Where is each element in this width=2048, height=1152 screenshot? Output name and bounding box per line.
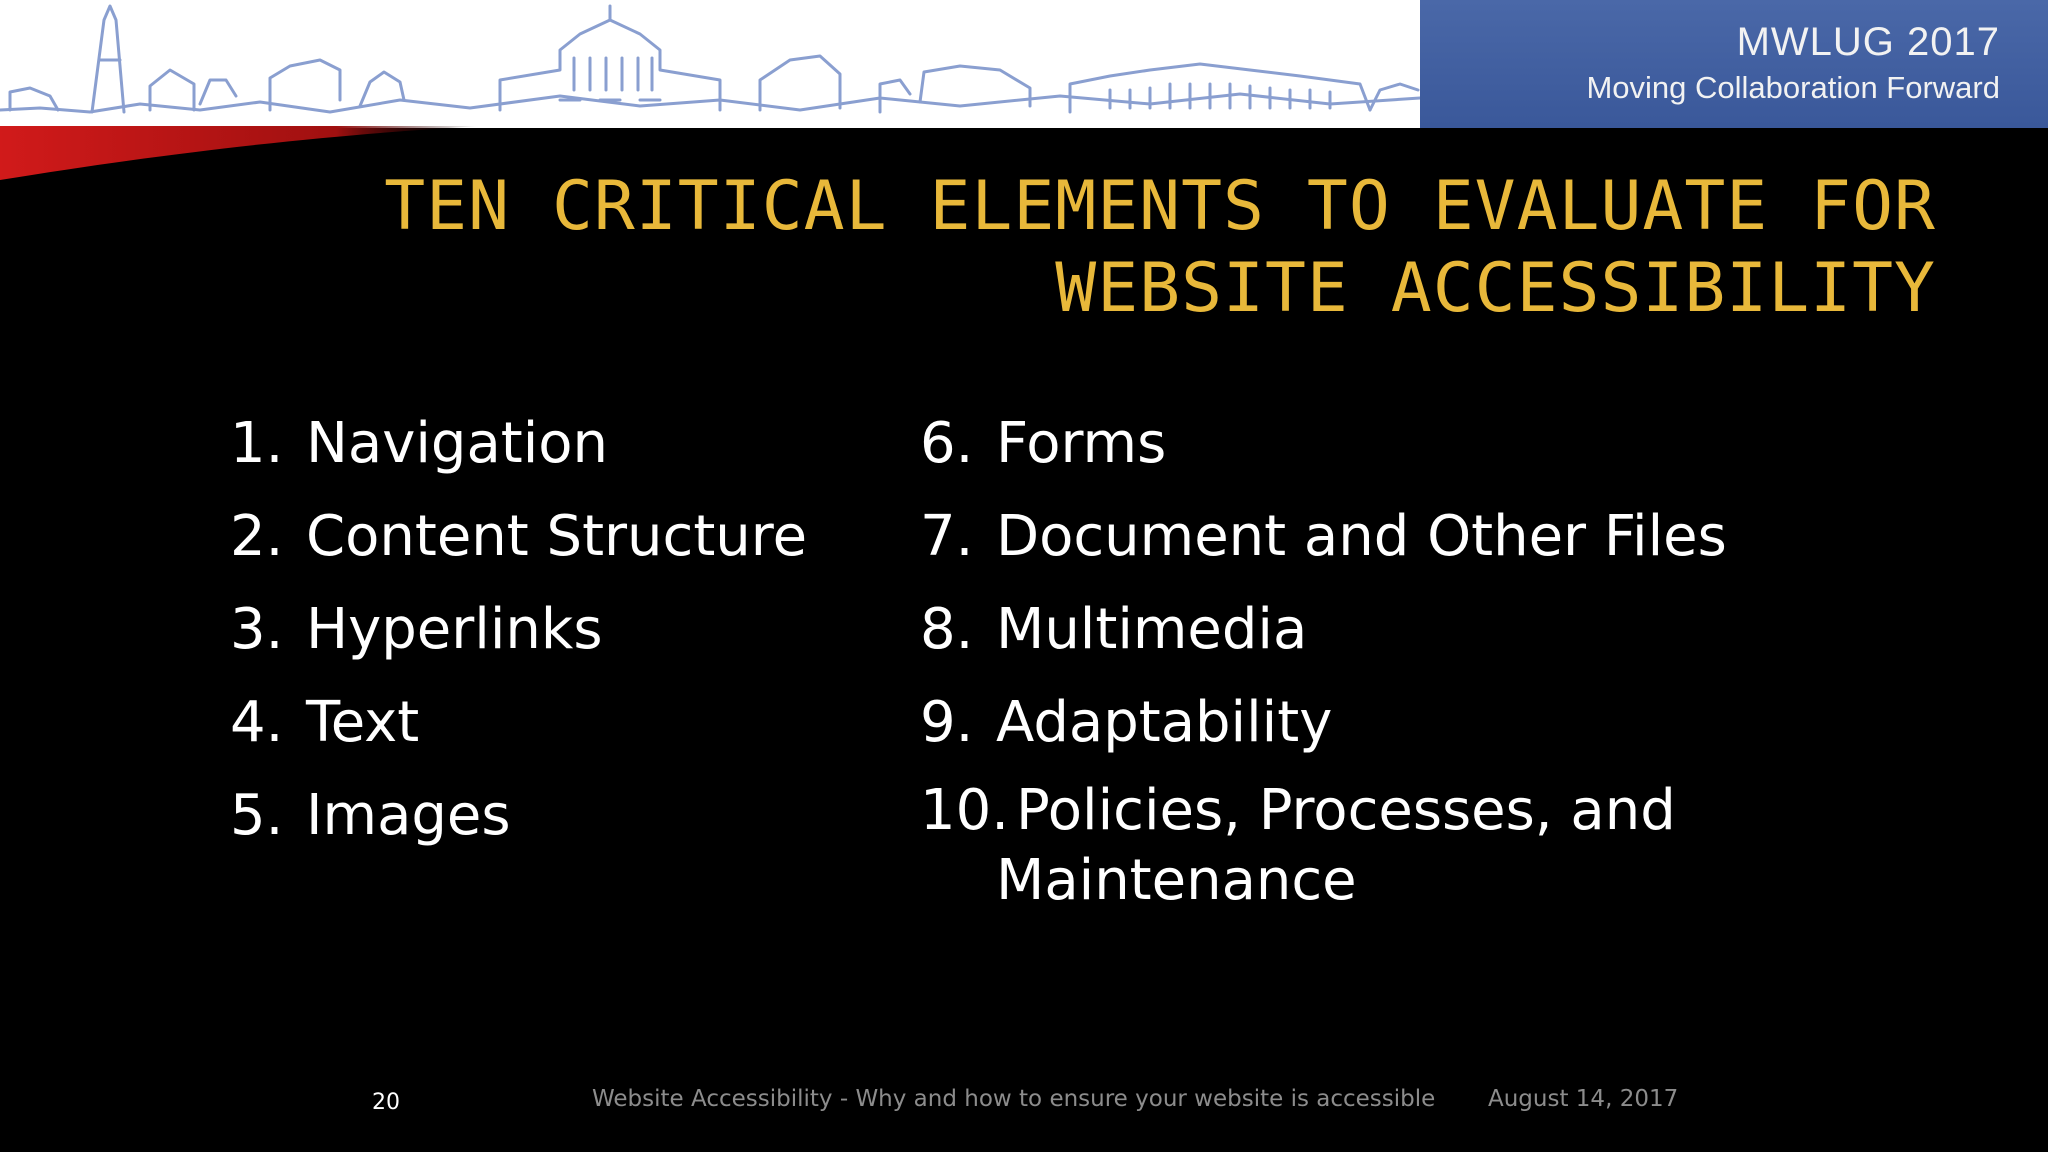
list-item — [230, 776, 910, 869]
list-item-number: 8. — [920, 597, 974, 662]
list-item-number: 5. — [230, 783, 284, 848]
slide-title — [236, 166, 1936, 330]
header-banner — [0, 0, 2048, 128]
list-item-text: Adaptability — [996, 690, 1333, 755]
right-list — [920, 404, 1880, 916]
list-item-text: Hyperlinks — [306, 597, 603, 662]
list-item-number: 10. — [920, 778, 1010, 843]
footer-date: August 14, 2017 — [1488, 1086, 1679, 1112]
list-item-text: Text — [306, 690, 420, 755]
list-item-text: Content Structure — [306, 504, 808, 569]
list-item — [230, 683, 910, 776]
footer-text: Website Accessibility - Why and how to ensure your website is accessible — [592, 1086, 1436, 1112]
list-item — [920, 497, 1880, 590]
list-item — [230, 590, 910, 683]
list-item — [920, 683, 1880, 776]
slide-title-line-1: TEN CRITICAL ELEMENTS TO EVALUATE FOR — [384, 167, 1936, 246]
slide-page-number: 20 — [372, 1090, 400, 1115]
list-item — [230, 404, 910, 497]
conference-subtitle: Moving Collaboration Forward — [1586, 70, 2000, 105]
list-item-text-line-1: Policies, Processes, and — [1016, 778, 1676, 843]
washington-skyline-illustration — [0, 0, 1420, 128]
list-item-number: 7. — [920, 504, 974, 569]
list-item-text: Navigation — [306, 411, 609, 476]
list-item-text: Document and Other Files — [996, 504, 1727, 569]
slide-title-line-2: WEBSITE ACCESSIBILITY — [1055, 249, 1936, 328]
list-item-text: Forms — [996, 411, 1167, 476]
list-item-number: 1. — [230, 411, 284, 476]
conference-brand-box — [1420, 0, 2048, 128]
list-item-text-line-2: Maintenance — [996, 848, 1357, 913]
list-item-number: 9. — [920, 690, 974, 755]
conference-title: MWLUG 2017 — [1736, 20, 2000, 64]
list-item-text: Images — [306, 783, 511, 848]
list-item — [230, 497, 910, 590]
list-item — [920, 404, 1880, 497]
list-item-text — [996, 776, 1756, 916]
list-item-text: Multimedia — [996, 597, 1308, 662]
list-item — [920, 590, 1880, 683]
list-item-number: 3. — [230, 597, 284, 662]
left-list — [230, 404, 910, 869]
list-item-number: 6. — [920, 411, 974, 476]
list-item-number: 4. — [230, 690, 284, 755]
list-item — [920, 776, 1880, 916]
list-item-number: 2. — [230, 504, 284, 569]
